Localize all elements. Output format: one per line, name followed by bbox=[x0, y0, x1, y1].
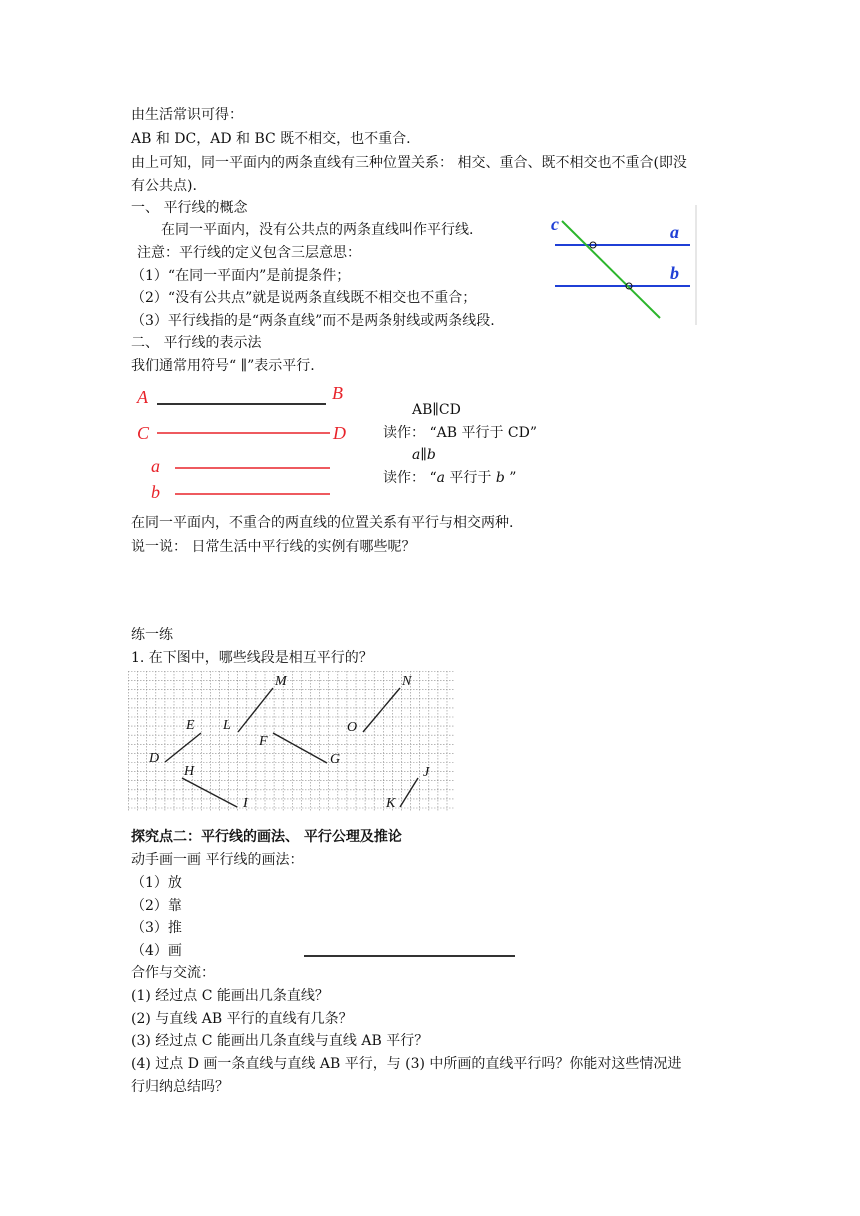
label-L: L bbox=[223, 718, 231, 733]
read2-a: a bbox=[436, 470, 445, 486]
label-a: a bbox=[670, 222, 679, 242]
segment-on bbox=[363, 688, 400, 732]
section1-heading: 一、 平行线的概念 bbox=[131, 200, 248, 216]
label-A: A bbox=[137, 387, 148, 407]
segment-fg bbox=[273, 733, 327, 763]
section1-item-3: （3）平行线指的是“两条直线”而不是两条射线或两条线段. bbox=[131, 313, 495, 329]
label-H: H bbox=[184, 764, 195, 779]
cooperation-q1: (1) 经过点 C 能画出几条直线？ bbox=[131, 988, 329, 1004]
section1-note: 注意：平行线的定义包含三层意思： bbox=[137, 245, 361, 261]
section1-definition: 在同一平面内，没有公共点的两条直线叫作平行线. bbox=[161, 222, 474, 238]
label-M: M bbox=[275, 674, 287, 689]
label-B: B bbox=[332, 383, 343, 403]
draw-title: 动手画一画 平行线的画法： bbox=[131, 852, 304, 868]
step-4: （4）画 bbox=[131, 943, 182, 959]
segments bbox=[165, 688, 418, 807]
notation-read-2 bbox=[383, 467, 516, 489]
segment-lm bbox=[238, 688, 273, 732]
step-3: （3）推 bbox=[131, 920, 182, 936]
label-G: G bbox=[330, 752, 341, 767]
label-J: J bbox=[423, 765, 430, 780]
section1-item-2: （2）“没有公共点”就是说两条直线既不相交也不重合； bbox=[131, 290, 477, 306]
label-F: F bbox=[259, 734, 268, 749]
line-c bbox=[562, 221, 660, 318]
read2-prefix: 读作： “ bbox=[383, 470, 437, 486]
read2-suffix: ” bbox=[504, 470, 517, 486]
notation-read-1: 读作： “AB 平行于 CD” bbox=[383, 425, 537, 441]
conclusion: 在同一平面内，不重合的两直线的位置关系有平行与相交两种. bbox=[131, 515, 514, 531]
label-O: O bbox=[347, 720, 358, 735]
practice-heading: 练一练 bbox=[131, 627, 173, 643]
notation-ab-cd: AB∥CD bbox=[412, 402, 461, 418]
label-I: I bbox=[243, 796, 248, 811]
section2-heading: 二、 平行线的表示法 bbox=[131, 335, 262, 351]
cooperation-q3: (3) 经过点 C 能画出几条直线与直线 AB 平行？ bbox=[131, 1033, 429, 1049]
say-prompt: 说一说： 日常生活中平行线的实例有哪些呢？ bbox=[131, 539, 416, 555]
cooperation-q4-line-2: 行归纳总结吗？ bbox=[131, 1079, 229, 1095]
label-a: a bbox=[151, 456, 160, 476]
label-C: C bbox=[137, 423, 150, 443]
label-D: D bbox=[149, 751, 160, 766]
label-E: E bbox=[186, 718, 195, 733]
section2-symbol-text: 我们通常用符号“ ∥”表示平行. bbox=[131, 358, 315, 374]
label-c: c bbox=[551, 214, 559, 234]
intro-line-3: 由上可知，同一平面内的两条直线有三种位置关系： 相交、重合、既不相交也不重合(即没 bbox=[131, 155, 687, 171]
segment-kj bbox=[400, 778, 418, 807]
notation-a-b: a∥b bbox=[412, 447, 436, 463]
read2-b: b bbox=[495, 470, 505, 486]
cooperation-q2: (2) 与直线 AB 平行的直线有几条？ bbox=[131, 1011, 353, 1027]
section1-item-1: （1）“在同一平面内”是前提条件； bbox=[131, 268, 351, 284]
drawing-line bbox=[303, 953, 517, 959]
cooperation-title: 合作与交流： bbox=[131, 965, 215, 981]
label-K: K bbox=[386, 796, 396, 811]
intro-line-4: 有公共点). bbox=[131, 178, 197, 194]
label-N: N bbox=[402, 674, 412, 689]
explore-heading: 探究点二：平行线的画法、 平行公理及推论 bbox=[131, 829, 402, 845]
intro-line-1: 由生活常识可得： bbox=[131, 107, 243, 123]
cooperation-q4-line-1: (4) 过点 D 画一条直线与直线 AB 平行，与 (3) 中所画的直线平行吗？你能对这些情况进 bbox=[131, 1056, 682, 1072]
label-b: b bbox=[151, 482, 160, 502]
step-1: （1）放 bbox=[131, 875, 182, 891]
label-b: b bbox=[670, 263, 679, 283]
label-D: D bbox=[333, 423, 346, 443]
grid-lines bbox=[128, 671, 454, 811]
step-2: （2）靠 bbox=[131, 898, 182, 914]
grid-figure bbox=[128, 671, 454, 811]
parallel-lines-figure bbox=[540, 205, 700, 325]
intro-line-2: AB 和 DC，AD 和 BC 既不相交，也不重合. bbox=[131, 131, 411, 147]
read2-mid: 平行于 bbox=[444, 470, 496, 486]
practice-question-1: 1. 在下图中，哪些线段是相互平行的？ bbox=[131, 650, 373, 666]
notation-figure bbox=[130, 378, 360, 508]
